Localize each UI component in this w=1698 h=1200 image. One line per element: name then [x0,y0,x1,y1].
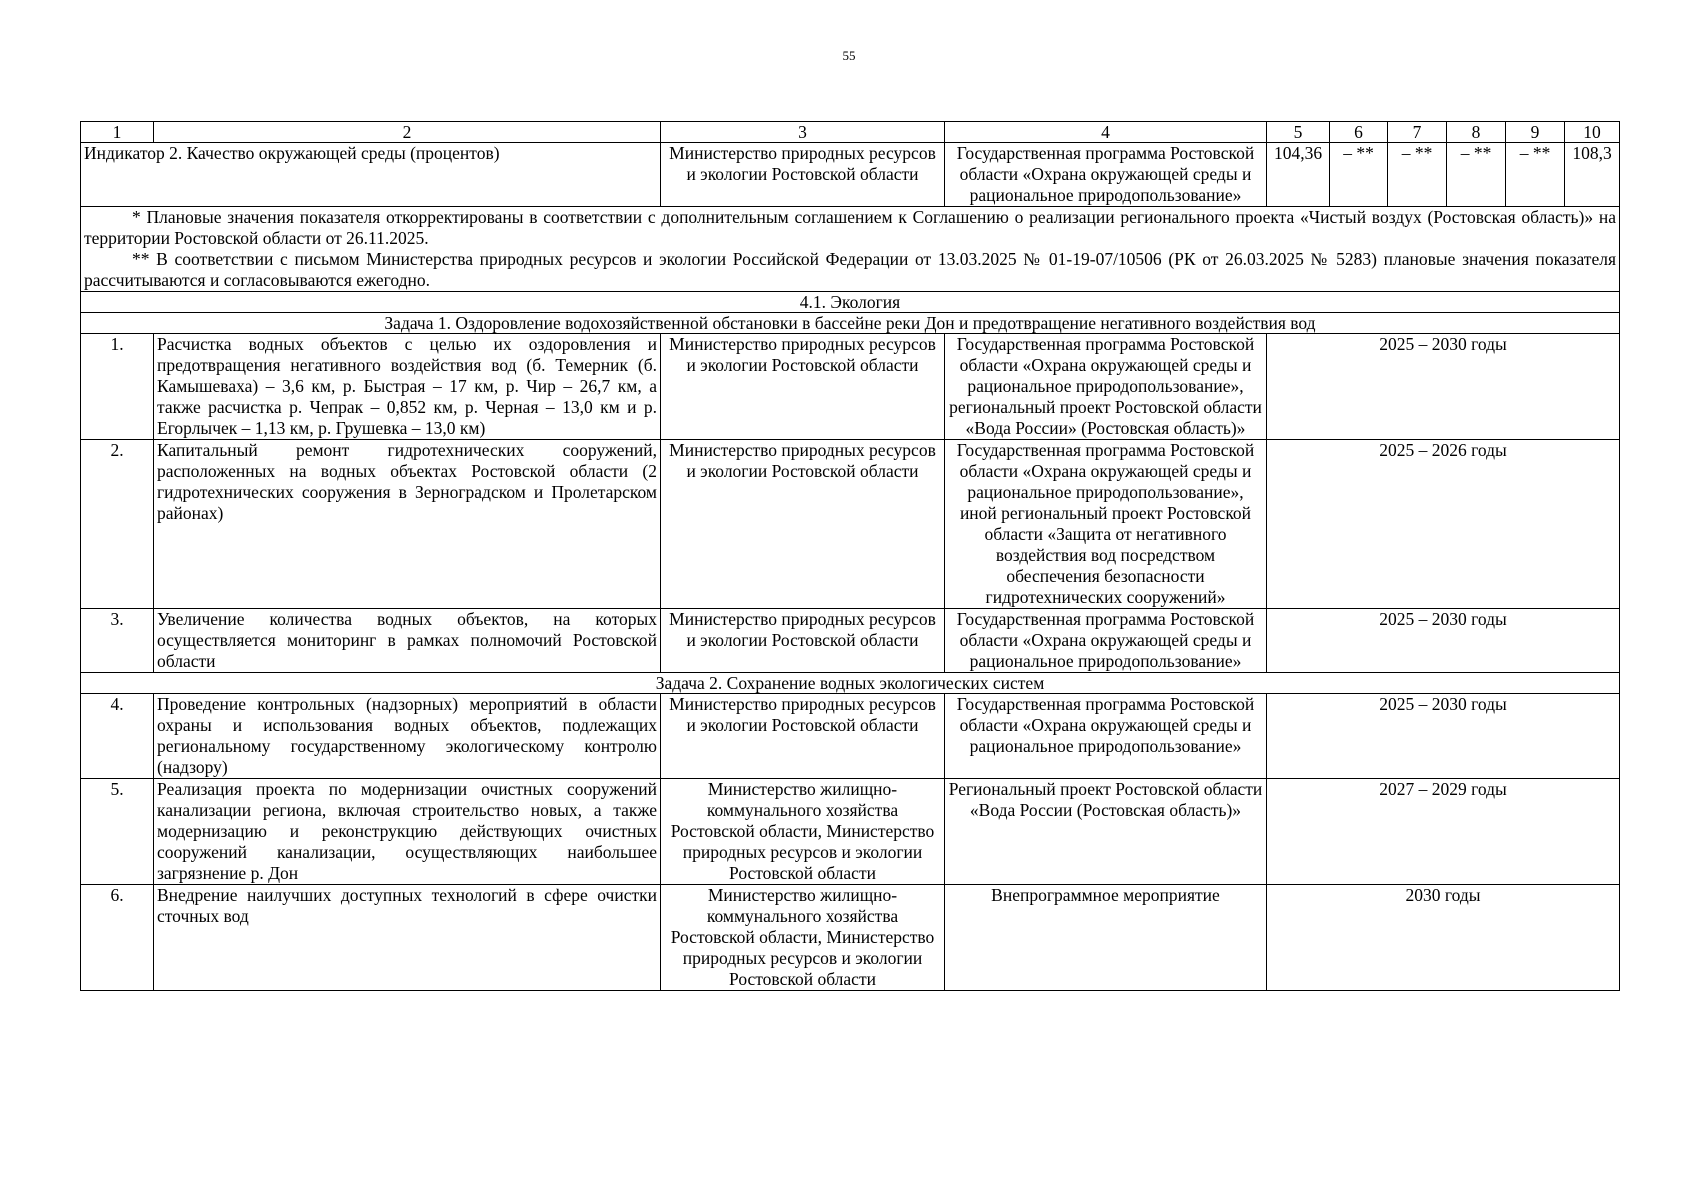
column-header: 8 [1447,122,1506,143]
indicator-program: Государственная программа Ростовской области «Охрана окружающей среды и рациональное природопользование» [945,143,1267,207]
responsible-text: Министерство природных ресурсов и экологии Ростовской области [661,609,945,673]
measure-text: Капитальный ремонт гидротехнических сооружений, расположенных на водных объектах Ростовской области (2 гидротехнических сооружения в Зерноградском и Пролетарском районах) [154,440,661,609]
indicator-value: – ** [1506,143,1565,207]
row-number: 3. [81,609,154,673]
footnote-single-asterisk: * Плановые значения показателя откорректированы в соответствии с дополнительным соглашением к Соглашению о реализации регионального проекта «Чистый воздух (Ростовская область)» на территории Ростовской области от 26.11.2025. [84,207,1616,248]
footnote-double-asterisk: ** В соответствии с письмом Министерства природных ресурсов и экологии Российской Федерации от 13.03.2025 № 01-19-07/10506 (РК от 26.03.2025 № 5283) плановые значения показателя рассчитываются и согласовываются ежегодно. [84,249,1616,290]
measure-text: Расчистка водных объектов с целью их оздоровления и предотвращения негативного воздействия вод (б. Темерник (б. Камышеваха) – 3,6 км, р. Быстрая – 17 км, р. Чир – 26,7 км, а также расчистка р. Чепрак – 0,852 км, р. Черная – 13,0 км и р. Егорлычек – 1,13 км, р. Грушевка – 13,0 км) [154,334,661,440]
row-number: 2. [81,440,154,609]
column-header: 1 [81,122,154,143]
indicator-name: Индикатор 2. Качество окружающей среды (процентов) [81,143,661,207]
task-row [81,673,1620,694]
measure-text: Проведение контрольных (надзорных) мероприятий в области охраны и использования водных объектов, подлежащих региональному государственному экологическому контролю (надзору) [154,694,661,779]
program-text: Государственная программа Ростовской области «Охрана окружающей среды и рациональное природопользование», региональный проект Ростовской области «Вода России» (Ростовская область)» [945,334,1267,440]
table-row [81,334,1620,440]
table-row [81,440,1620,609]
measures-table [80,121,1620,991]
column-header: 5 [1267,122,1330,143]
page-number: 55 [842,48,856,63]
measure-text: Увеличение количества водных объектов, на которых осуществляется мониторинг в рамках полномочий Ростовской области [154,609,661,673]
measure-text: Реализация проекта по модернизации очистных сооружений канализации региона, включая строительство новых, а также модернизацию и реконструкцию действующих очистных сооружений канализации, осуществляющих наибольшее загрязнение р. Дон [154,779,661,885]
column-header-row [81,122,1620,143]
notes-row [81,207,1620,292]
responsible-text: Министерство природных ресурсов и экологии Ростовской области [661,334,945,440]
period-text: 2025 – 2030 годы [1267,609,1620,673]
period-text: 2025 – 2030 годы [1267,694,1620,779]
program-text: Государственная программа Ростовской области «Охрана окружающей среды и рациональное природопользование» [945,609,1267,673]
period-text: 2030 годы [1267,885,1620,991]
program-text: Государственная программа Ростовской области «Охрана окружающей среды и рациональное природопользование», иной региональный проект Ростовской области «Защита от негативного воздействия вод посредством обеспечения безопасности гидротехнических сооружений» [945,440,1267,609]
indicator-responsible: Министерство природных ресурсов и экологии Ростовской области [661,143,945,207]
responsible-text: Министерство природных ресурсов и экологии Ростовской области [661,440,945,609]
program-text: Региональный проект Ростовской области «Вода России (Ростовская область)» [945,779,1267,885]
indicator-value: 104,36 [1267,143,1330,207]
column-header: 10 [1565,122,1620,143]
indicator-value: 108,3 [1565,143,1620,207]
indicator-value: – ** [1447,143,1506,207]
column-header: 7 [1388,122,1447,143]
task-title: Задача 2. Сохранение водных экологических систем [81,673,1620,694]
column-header: 2 [154,122,661,143]
task-row [81,313,1620,334]
program-text: Внепрограммное мероприятие [945,885,1267,991]
responsible-text: Министерство жилищно-коммунального хозяйства Ростовской области, Министерство природных ресурсов и экологии Ростовской области [661,885,945,991]
period-text: 2027 – 2029 годы [1267,779,1620,885]
period-text: 2025 – 2026 годы [1267,440,1620,609]
indicator-value: – ** [1388,143,1447,207]
row-number: 6. [81,885,154,991]
notes-cell [81,207,1620,292]
column-header: 4 [945,122,1267,143]
section-title: 4.1. Экология [81,292,1620,313]
row-number: 4. [81,694,154,779]
section-row [81,292,1620,313]
table-row [81,779,1620,885]
measure-text: Внедрение наилучших доступных технологий в сфере очистки сточных вод [154,885,661,991]
table-row [81,609,1620,673]
program-text: Государственная программа Ростовской области «Охрана окружающей среды и рациональное природопользование» [945,694,1267,779]
row-number: 5. [81,779,154,885]
column-header: 6 [1330,122,1388,143]
row-number: 1. [81,334,154,440]
period-text: 2025 – 2030 годы [1267,334,1620,440]
table-row [81,694,1620,779]
column-header: 9 [1506,122,1565,143]
indicator-row [81,143,1620,207]
indicator-value: – ** [1330,143,1388,207]
responsible-text: Министерство природных ресурсов и экологии Ростовской области [661,694,945,779]
column-header: 3 [661,122,945,143]
task-title: Задача 1. Оздоровление водохозяйственной обстановки в бассейне реки Дон и предотвращение негативного воздействия вод [81,313,1620,334]
responsible-text: Министерство жилищно-коммунального хозяйства Ростовской области, Министерство природных ресурсов и экологии Ростовской области [661,779,945,885]
table-row [81,885,1620,991]
